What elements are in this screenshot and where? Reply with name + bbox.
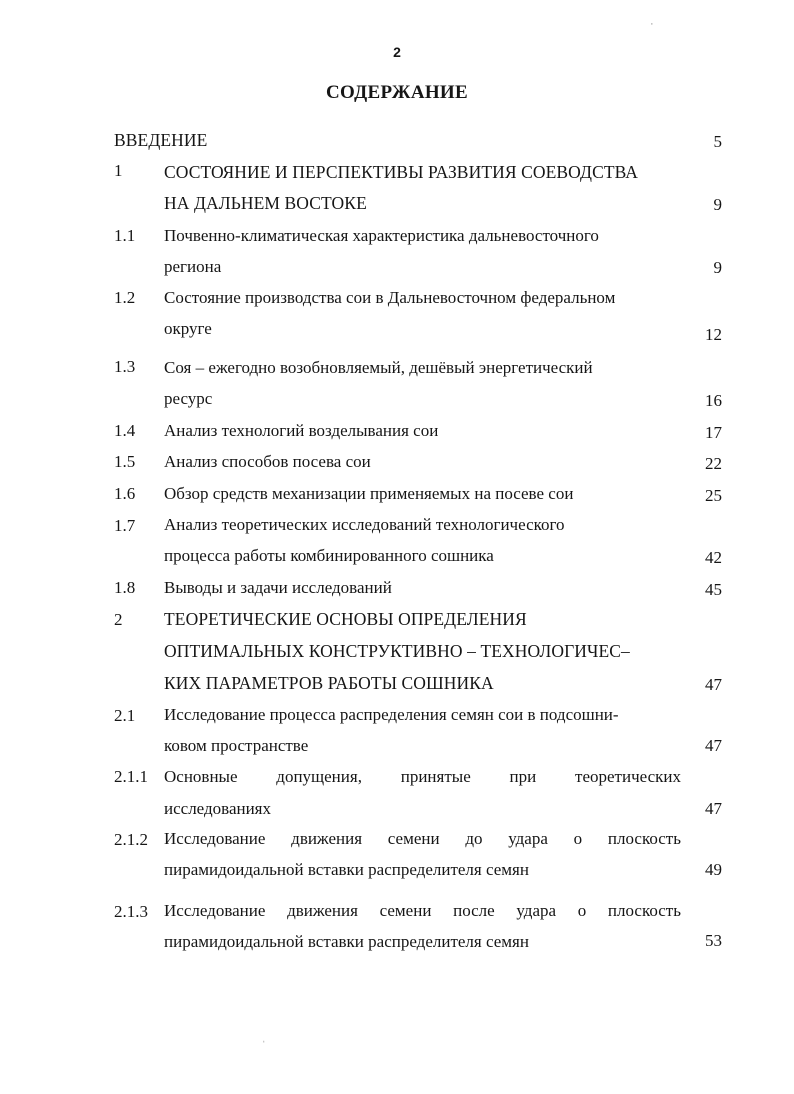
toc-entry-text-line: Основные допущения, принятые при теоретических [164,767,681,786]
toc-page-number: 12 [705,325,722,344]
toc-entry-label: ВВЕДЕНИЕ [114,130,208,150]
toc-entry-number: 2 [114,610,123,629]
toc-entry-number: 1.4 [114,421,136,440]
toc-entry-text-line: Исследование движения семени до удара о плоскость [164,829,681,848]
toc-entry-text-line: Исследование процесса распределения семян сои в подсошни- [164,705,619,724]
toc-entry-text-line: Соя – ежегодно возобновляемый, дешёвый энергетический [164,358,593,377]
toc-entry-text-line: Анализ технологий возделывания сои [164,421,439,440]
toc-entry-number: 2.1.2 [114,830,148,849]
scan-speck: ˈ [262,1040,266,1052]
toc-entry-number: 2.1 [114,706,136,725]
toc-entry-text-line: Анализ теоретических исследований технологического [164,515,565,534]
toc-page-number: 53 [705,931,722,950]
toc-entry-number: 1.3 [114,357,136,376]
toc-entry-number: 1.6 [114,484,136,503]
toc-entry-text-line: ковом пространстве [164,736,309,755]
toc-page-number: 16 [705,391,722,410]
toc-page-number: 42 [705,548,722,567]
toc-entry-text-line: Исследование движения семени после удара о плоскость [164,901,681,920]
toc-page-number: 9 [713,258,722,277]
toc-entry-text-line: НА ДАЛЬНЕМ ВОСТОКЕ [164,193,367,213]
toc-entry-text-line: СОСТОЯНИЕ И ПЕРСПЕКТИВЫ РАЗВИТИЯ СОЕВОДСТВА [164,162,639,182]
page-title: СОДЕРЖАНИЕ [326,82,468,103]
toc-entry-number: 1.1 [114,226,136,245]
toc-entry-number: 1.7 [114,516,136,535]
toc-entry-text-line: региона [164,257,222,276]
toc-page-number: 47 [705,736,722,755]
toc-entry-number: 1.2 [114,288,136,307]
toc-page-number: 25 [705,486,722,505]
toc-entry-text-line: ресурс [164,389,213,408]
toc-entry-text-line: ОПТИМАЛЬНЫХ КОНСТРУКТИВНО – ТЕХНОЛОГИЧЕС– [164,641,630,661]
toc-entry-number: 1.8 [114,578,136,597]
page-number: 2 [393,44,401,60]
toc-entry-text-line: пирамидоидальной вставки распределителя семян [164,860,529,879]
toc-entry-number: 1.5 [114,452,136,471]
toc-entry-text-line: Состояние производства сои в Дальневосточном федеральном [164,288,616,307]
toc-entry-number: 2.1.1 [114,767,148,786]
toc-entry-number: 1 [114,161,123,180]
toc-page-number: 5 [713,132,722,151]
toc-entry-text-line: Анализ способов посева сои [164,452,371,471]
toc-entry-text-line: процесса работы комбинированного сошника [164,546,494,565]
toc-page-number: 17 [705,423,722,442]
toc-entry-text-line: Почвенно-климатическая характеристика дальневосточного [164,226,599,245]
toc-page-number: 49 [705,860,722,879]
toc-page-number: 22 [705,454,722,473]
toc-page-number: 47 [705,799,722,818]
toc-entry-text-line: исследованиях [164,799,272,818]
toc-entry-text-line: пирамидоидальной вставки распределителя семян [164,932,529,951]
toc-entry-text-line: округе [164,319,212,338]
scan-speck: · [650,18,654,30]
toc-entry-text-line: Обзор средств механизации применяемых на посеве сои [164,484,574,503]
toc-entry-text-line: ТЕОРЕТИЧЕСКИЕ ОСНОВЫ ОПРЕДЕЛЕНИЯ [164,609,527,629]
toc-entry-text-line: Выводы и задачи исследований [164,578,392,597]
toc-page-number: 47 [705,675,722,694]
toc-page-number: 45 [705,580,722,599]
toc-entry-number: 2.1.3 [114,902,148,921]
toc-page-number: 9 [713,195,722,214]
toc-entry-text-line: КИХ ПАРАМЕТРОВ РАБОТЫ СОШНИКА [164,673,494,693]
